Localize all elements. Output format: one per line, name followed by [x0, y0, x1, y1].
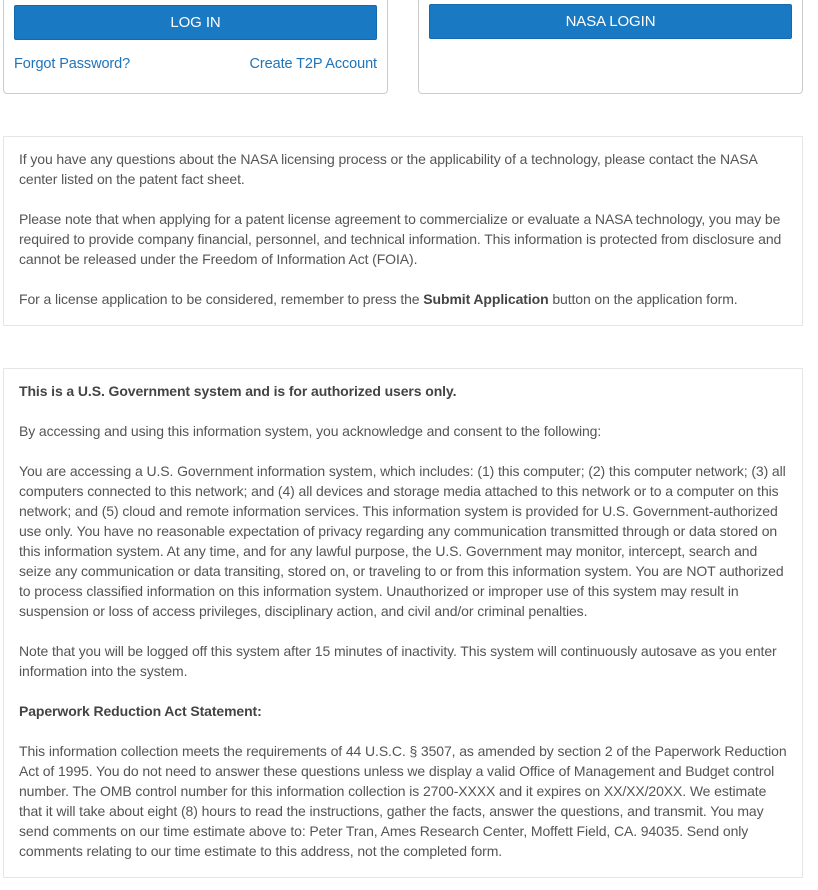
info-paragraph: Please note that when applying for a patent license agreement to commercialize or evaluate a NASA technology, you may be required to provide company financial, personnel, and technical information. This information is protected from disclosure and cannot be released under the Freedom of Information Act (FOIA).: [19, 211, 782, 267]
forgot-password-link[interactable]: Forgot Password?: [14, 56, 131, 72]
submit-application-emphasis: Submit Application: [423, 291, 549, 307]
nasa-login-button[interactable]: NASA LOGIN: [429, 4, 792, 39]
log-in-button[interactable]: LOG IN: [14, 5, 377, 40]
text: button on the application form.: [548, 291, 738, 307]
heading-text: This is a U.S. Government system and is for authorized users only.: [19, 383, 457, 399]
notice-paragraph: You are accessing a U.S. Government information system, which includes: (1) this computer; (2) this computer network; (3) all computers connected to this network; and (4) all devices and storage media attached to this network or to a computer on this network; and (5) cloud and remote information services. This information system is provided for U.S. Government-authorized use only. You have no reasonable expectation of privacy regarding any communication transmitted through or data stored on this information system. At any time, and for any lawful purpose, the U.S. Government may monitor, intercept, search and seize any communication or data transiting, stored on, or traveling to or from this information system. You are NOT authorized to process classified information on this information system. Unauthorized or improper use of this system may result in suspension or loss of access privileges, disciplinary action, and civil and/or criminal penalties.: [19, 463, 786, 619]
government-notice-panel: [3, 368, 803, 878]
heading-text: Paperwork Reduction Act Statement:: [19, 703, 262, 719]
info-paragraph: If you have any questions about the NASA licensing process or the applicability of a technology, please contact the NASA center listed on the patent fact sheet.: [19, 151, 757, 187]
create-account-link[interactable]: Create T2P Account: [249, 56, 377, 72]
notice-paragraph: This information collection meets the requirements of 44 U.S.C. § 3507, as amended by section 2 of the Paperwork Reduction Act of 1995. You do not need to answer these questions unless we display a valid Office of Management and Budget control number. The OMB control number for this information collection is 2700-XXXX and it expires on XX/XX/20XX. We estimate that it will take about eight (8) hours to read the instructions, gather the facts, answer the questions, and transmit. You may send comments on our time estimate above to: Peter Tran, Ames Research Center, Moffett Field, CA. 94035. Send only comments relating to our time estimate to this address, not the completed form.: [19, 743, 787, 859]
text: For a license application to be considered, remember to press the: [19, 291, 424, 307]
pra-heading: [19, 701, 788, 721]
notice-paragraph: By accessing and using this information system, you acknowledge and consent to the following:: [19, 423, 602, 439]
licensing-info-panel: [3, 136, 803, 326]
notice-heading: [19, 381, 788, 401]
notice-paragraph: Note that you will be logged off this system after 15 minutes of inactivity. This system will continuously autosave as you enter information into the system.: [19, 643, 777, 679]
login-card: [3, 0, 388, 94]
info-paragraph: [19, 289, 788, 309]
nasa-login-card: [418, 0, 803, 94]
